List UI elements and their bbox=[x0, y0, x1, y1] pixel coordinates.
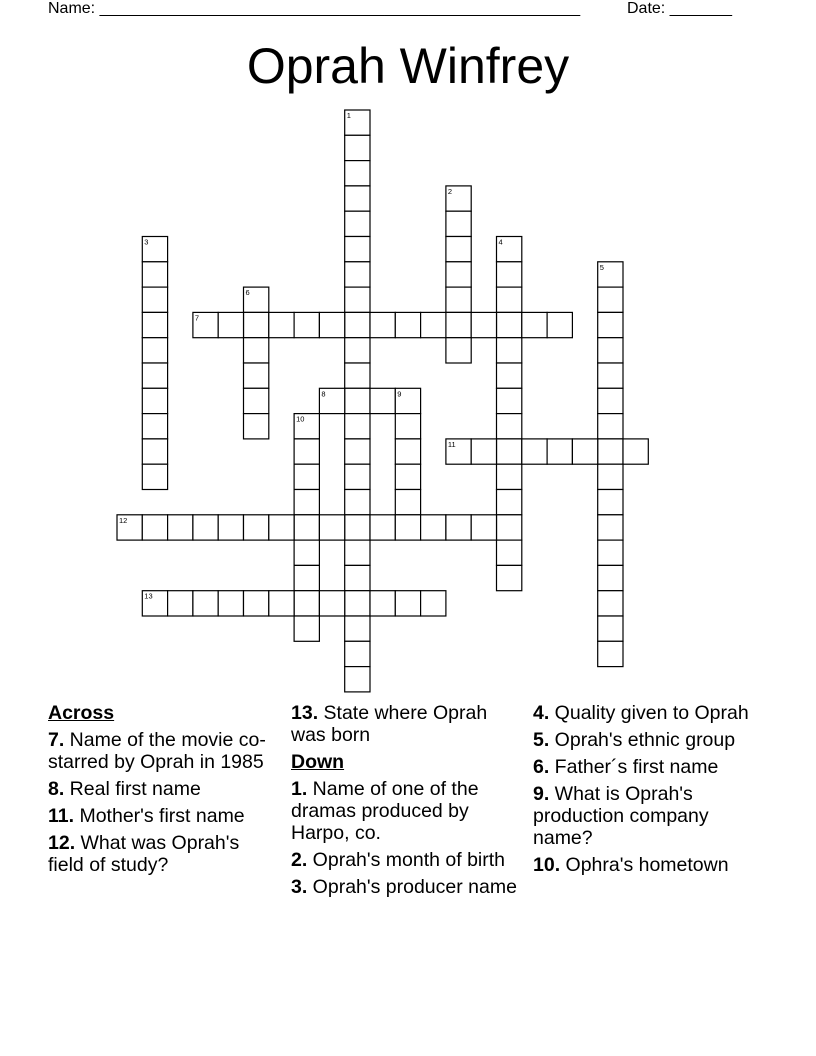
grid-cell[interactable] bbox=[370, 591, 395, 616]
grid-cell[interactable] bbox=[142, 464, 167, 489]
grid-cell[interactable] bbox=[547, 439, 572, 464]
grid-cell[interactable] bbox=[345, 591, 370, 616]
clue-number: 9. bbox=[533, 783, 550, 805]
grid-cell[interactable] bbox=[598, 515, 623, 540]
clue-item bbox=[533, 729, 765, 751]
grid-cell[interactable] bbox=[142, 338, 167, 363]
grid-cell[interactable] bbox=[497, 287, 522, 312]
grid-cell[interactable] bbox=[497, 414, 522, 439]
grid-cell[interactable] bbox=[598, 641, 623, 666]
grid-cell[interactable] bbox=[446, 262, 471, 287]
grid-cell[interactable] bbox=[497, 338, 522, 363]
grid-cell[interactable] bbox=[395, 312, 420, 337]
clue-text: Oprah's producer name bbox=[307, 876, 517, 898]
grid-cell[interactable] bbox=[497, 388, 522, 413]
grid-cell[interactable] bbox=[244, 388, 269, 413]
clue-item bbox=[48, 778, 280, 800]
grid-cell[interactable] bbox=[244, 515, 269, 540]
grid-cell[interactable] bbox=[598, 338, 623, 363]
clue-number: 2. bbox=[291, 849, 308, 871]
clue-item bbox=[291, 849, 523, 871]
clue-text: What was Oprah's field of study? bbox=[48, 832, 240, 876]
grid-cell[interactable] bbox=[218, 312, 243, 337]
grid-cell[interactable] bbox=[572, 439, 597, 464]
name-field-label: Name: ______________________________________________________ bbox=[48, 0, 581, 17]
grid-cell[interactable] bbox=[598, 287, 623, 312]
grid-cell[interactable] bbox=[421, 515, 446, 540]
clue-number: 6. bbox=[533, 756, 550, 778]
grid-cell[interactable] bbox=[497, 490, 522, 515]
clue-text: Name of one of the dramas produced by Harpo, co. bbox=[291, 778, 479, 844]
grid-cell[interactable] bbox=[598, 540, 623, 565]
grid-cell[interactable] bbox=[446, 338, 471, 363]
cell-number: 9 bbox=[397, 389, 402, 399]
grid-cell[interactable] bbox=[547, 312, 572, 337]
clue-item bbox=[291, 778, 523, 844]
date-field-label: Date: _______ bbox=[627, 0, 732, 17]
grid-cell[interactable] bbox=[598, 565, 623, 590]
grid-cell[interactable] bbox=[345, 338, 370, 363]
page-title: Oprah Winfrey bbox=[246, 38, 570, 94]
clue-item bbox=[48, 729, 280, 773]
clue-text: Mother's first name bbox=[74, 805, 245, 827]
cell-number: 2 bbox=[447, 186, 453, 196]
grid-cell[interactable] bbox=[598, 312, 623, 337]
grid-cell[interactable] bbox=[345, 287, 370, 312]
grid-cell[interactable] bbox=[294, 439, 319, 464]
grid-cell[interactable] bbox=[168, 515, 193, 540]
grid-cell[interactable] bbox=[193, 591, 218, 616]
grid-cell[interactable] bbox=[244, 591, 269, 616]
clue-item bbox=[291, 702, 523, 746]
grid-cell[interactable] bbox=[421, 312, 446, 337]
grid-cell[interactable] bbox=[345, 388, 370, 413]
grid-cell[interactable] bbox=[497, 439, 522, 464]
grid-cell[interactable] bbox=[598, 363, 623, 388]
clue-text: Quality given to Oprah bbox=[549, 702, 749, 724]
grid-cell[interactable] bbox=[294, 515, 319, 540]
cell-number: 8 bbox=[321, 389, 326, 399]
clue-item bbox=[291, 876, 523, 898]
grid-cell[interactable] bbox=[142, 262, 167, 287]
grid-cell[interactable] bbox=[598, 591, 623, 616]
cell-number: 13 bbox=[144, 591, 153, 601]
grid-cell[interactable] bbox=[370, 388, 395, 413]
cell-number: 3 bbox=[144, 237, 149, 247]
clue-text: Father´s first name bbox=[549, 756, 719, 778]
cell-number: 10 bbox=[296, 414, 305, 424]
grid-cell[interactable] bbox=[345, 439, 370, 464]
grid-cell[interactable] bbox=[446, 237, 471, 262]
grid-cell[interactable] bbox=[395, 490, 420, 515]
grid-cell[interactable] bbox=[598, 388, 623, 413]
grid-cell[interactable] bbox=[269, 312, 294, 337]
grid-cell[interactable] bbox=[345, 262, 370, 287]
grid-cell[interactable] bbox=[294, 540, 319, 565]
grid-cell[interactable] bbox=[345, 211, 370, 236]
clue-number: 10. bbox=[533, 854, 561, 876]
grid-cell[interactable] bbox=[142, 363, 167, 388]
grid-cell[interactable] bbox=[345, 237, 370, 262]
clue-column-2 bbox=[291, 702, 523, 903]
cell-number: 4 bbox=[498, 237, 503, 247]
grid-cell[interactable] bbox=[168, 591, 193, 616]
grid-cell[interactable] bbox=[598, 414, 623, 439]
clue-text: Real first name bbox=[64, 778, 201, 800]
grid-cell[interactable] bbox=[471, 439, 496, 464]
clue-item bbox=[533, 702, 765, 724]
grid-cell[interactable] bbox=[142, 287, 167, 312]
grid-cell[interactable] bbox=[142, 388, 167, 413]
grid-cell[interactable] bbox=[497, 565, 522, 590]
grid-cell[interactable] bbox=[142, 515, 167, 540]
grid-cell[interactable] bbox=[294, 464, 319, 489]
grid-cell[interactable] bbox=[269, 515, 294, 540]
grid-cell[interactable] bbox=[421, 591, 446, 616]
clue-number: 7. bbox=[48, 729, 65, 751]
grid-cell[interactable] bbox=[395, 515, 420, 540]
grid-cell[interactable] bbox=[370, 515, 395, 540]
grid-cell[interactable] bbox=[345, 363, 370, 388]
cell-number: 6 bbox=[245, 288, 250, 298]
grid-cell[interactable] bbox=[497, 515, 522, 540]
grid-cell[interactable] bbox=[218, 515, 243, 540]
grid-cell[interactable] bbox=[244, 338, 269, 363]
cell-number: 11 bbox=[447, 439, 456, 449]
clue-text: Name of the movie co-starred by Oprah in 1985 bbox=[48, 729, 266, 773]
grid-cell[interactable] bbox=[497, 262, 522, 287]
grid-cell[interactable] bbox=[244, 414, 269, 439]
grid-cell[interactable] bbox=[294, 591, 319, 616]
clue-text: State where Oprah was born bbox=[291, 702, 488, 746]
grid-cell[interactable] bbox=[294, 565, 319, 590]
clue-number: 1. bbox=[291, 778, 308, 800]
grid-cell[interactable] bbox=[345, 161, 370, 186]
grid-cell[interactable] bbox=[497, 540, 522, 565]
grid-cell[interactable] bbox=[345, 186, 370, 211]
grid-cell[interactable] bbox=[319, 591, 344, 616]
grid-cell[interactable] bbox=[244, 312, 269, 337]
grid-cell[interactable] bbox=[395, 591, 420, 616]
grid-cell[interactable] bbox=[598, 490, 623, 515]
grid-cell[interactable] bbox=[345, 641, 370, 666]
clue-number: 4. bbox=[533, 702, 550, 724]
clue-number: 5. bbox=[533, 729, 550, 751]
grid-cell[interactable] bbox=[319, 515, 344, 540]
grid-cell[interactable] bbox=[345, 616, 370, 641]
down-heading: Down bbox=[291, 751, 345, 773]
clue-text: Oprah's ethnic group bbox=[549, 729, 736, 751]
clue-number: 13. bbox=[291, 702, 319, 724]
grid-cell[interactable] bbox=[193, 515, 218, 540]
grid-cell[interactable] bbox=[345, 565, 370, 590]
grid-cell[interactable] bbox=[522, 312, 547, 337]
clue-item bbox=[533, 783, 765, 849]
grid-cell[interactable] bbox=[395, 414, 420, 439]
grid-cell[interactable] bbox=[294, 490, 319, 515]
grid-cell[interactable] bbox=[497, 312, 522, 337]
across-heading: Across bbox=[48, 702, 115, 724]
clue-item bbox=[48, 805, 280, 827]
grid-cell[interactable] bbox=[522, 439, 547, 464]
clue-item bbox=[533, 854, 765, 876]
cell-number: 1 bbox=[346, 111, 351, 120]
grid-cell[interactable] bbox=[244, 363, 269, 388]
clue-text: What is Oprah's production company name? bbox=[533, 783, 709, 849]
grid-cell[interactable] bbox=[471, 515, 496, 540]
cell-number: 5 bbox=[599, 262, 604, 272]
grid-cell[interactable] bbox=[218, 591, 243, 616]
grid-cell[interactable] bbox=[446, 287, 471, 312]
grid-cell[interactable] bbox=[446, 312, 471, 337]
grid-cell[interactable] bbox=[345, 414, 370, 439]
grid-cell[interactable] bbox=[294, 616, 319, 641]
clue-text: Ophra's hometown bbox=[560, 854, 729, 876]
clue-column-1 bbox=[48, 702, 280, 881]
grid-cell[interactable] bbox=[345, 135, 370, 160]
grid-cell[interactable] bbox=[345, 490, 370, 515]
clue-number: 3. bbox=[291, 876, 308, 898]
clue-item bbox=[533, 756, 765, 778]
grid-cell[interactable] bbox=[319, 312, 344, 337]
grid-cell[interactable] bbox=[471, 312, 496, 337]
grid-cell[interactable] bbox=[395, 464, 420, 489]
cell-number: 7 bbox=[194, 313, 200, 323]
grid-cell[interactable] bbox=[598, 616, 623, 641]
grid-cell[interactable] bbox=[598, 439, 623, 464]
grid-cell[interactable] bbox=[345, 540, 370, 565]
grid-cell[interactable] bbox=[269, 591, 294, 616]
grid-cell[interactable] bbox=[142, 414, 167, 439]
grid-cell[interactable] bbox=[142, 312, 167, 337]
clue-column-3 bbox=[533, 702, 765, 881]
grid-cell[interactable] bbox=[446, 515, 471, 540]
grid-cell[interactable] bbox=[446, 211, 471, 236]
clue-number: 12. bbox=[48, 832, 76, 854]
grid-cell[interactable] bbox=[345, 515, 370, 540]
clue-number: 8. bbox=[48, 778, 65, 800]
grid-cell[interactable] bbox=[370, 312, 395, 337]
grid-cell[interactable] bbox=[497, 363, 522, 388]
grid-cell[interactable] bbox=[142, 439, 167, 464]
grid-cell[interactable] bbox=[345, 667, 370, 692]
cell-number: 12 bbox=[119, 515, 128, 525]
grid-cell[interactable] bbox=[294, 312, 319, 337]
grid-cell[interactable] bbox=[598, 464, 623, 489]
clue-item bbox=[48, 832, 280, 876]
grid-cell[interactable] bbox=[623, 439, 648, 464]
grid-cell[interactable] bbox=[395, 439, 420, 464]
grid-cell[interactable] bbox=[345, 464, 370, 489]
grid-cell[interactable] bbox=[497, 464, 522, 489]
clue-text: Oprah's month of birth bbox=[307, 849, 505, 871]
clue-number: 11. bbox=[48, 805, 75, 827]
grid-cell[interactable] bbox=[345, 312, 370, 337]
